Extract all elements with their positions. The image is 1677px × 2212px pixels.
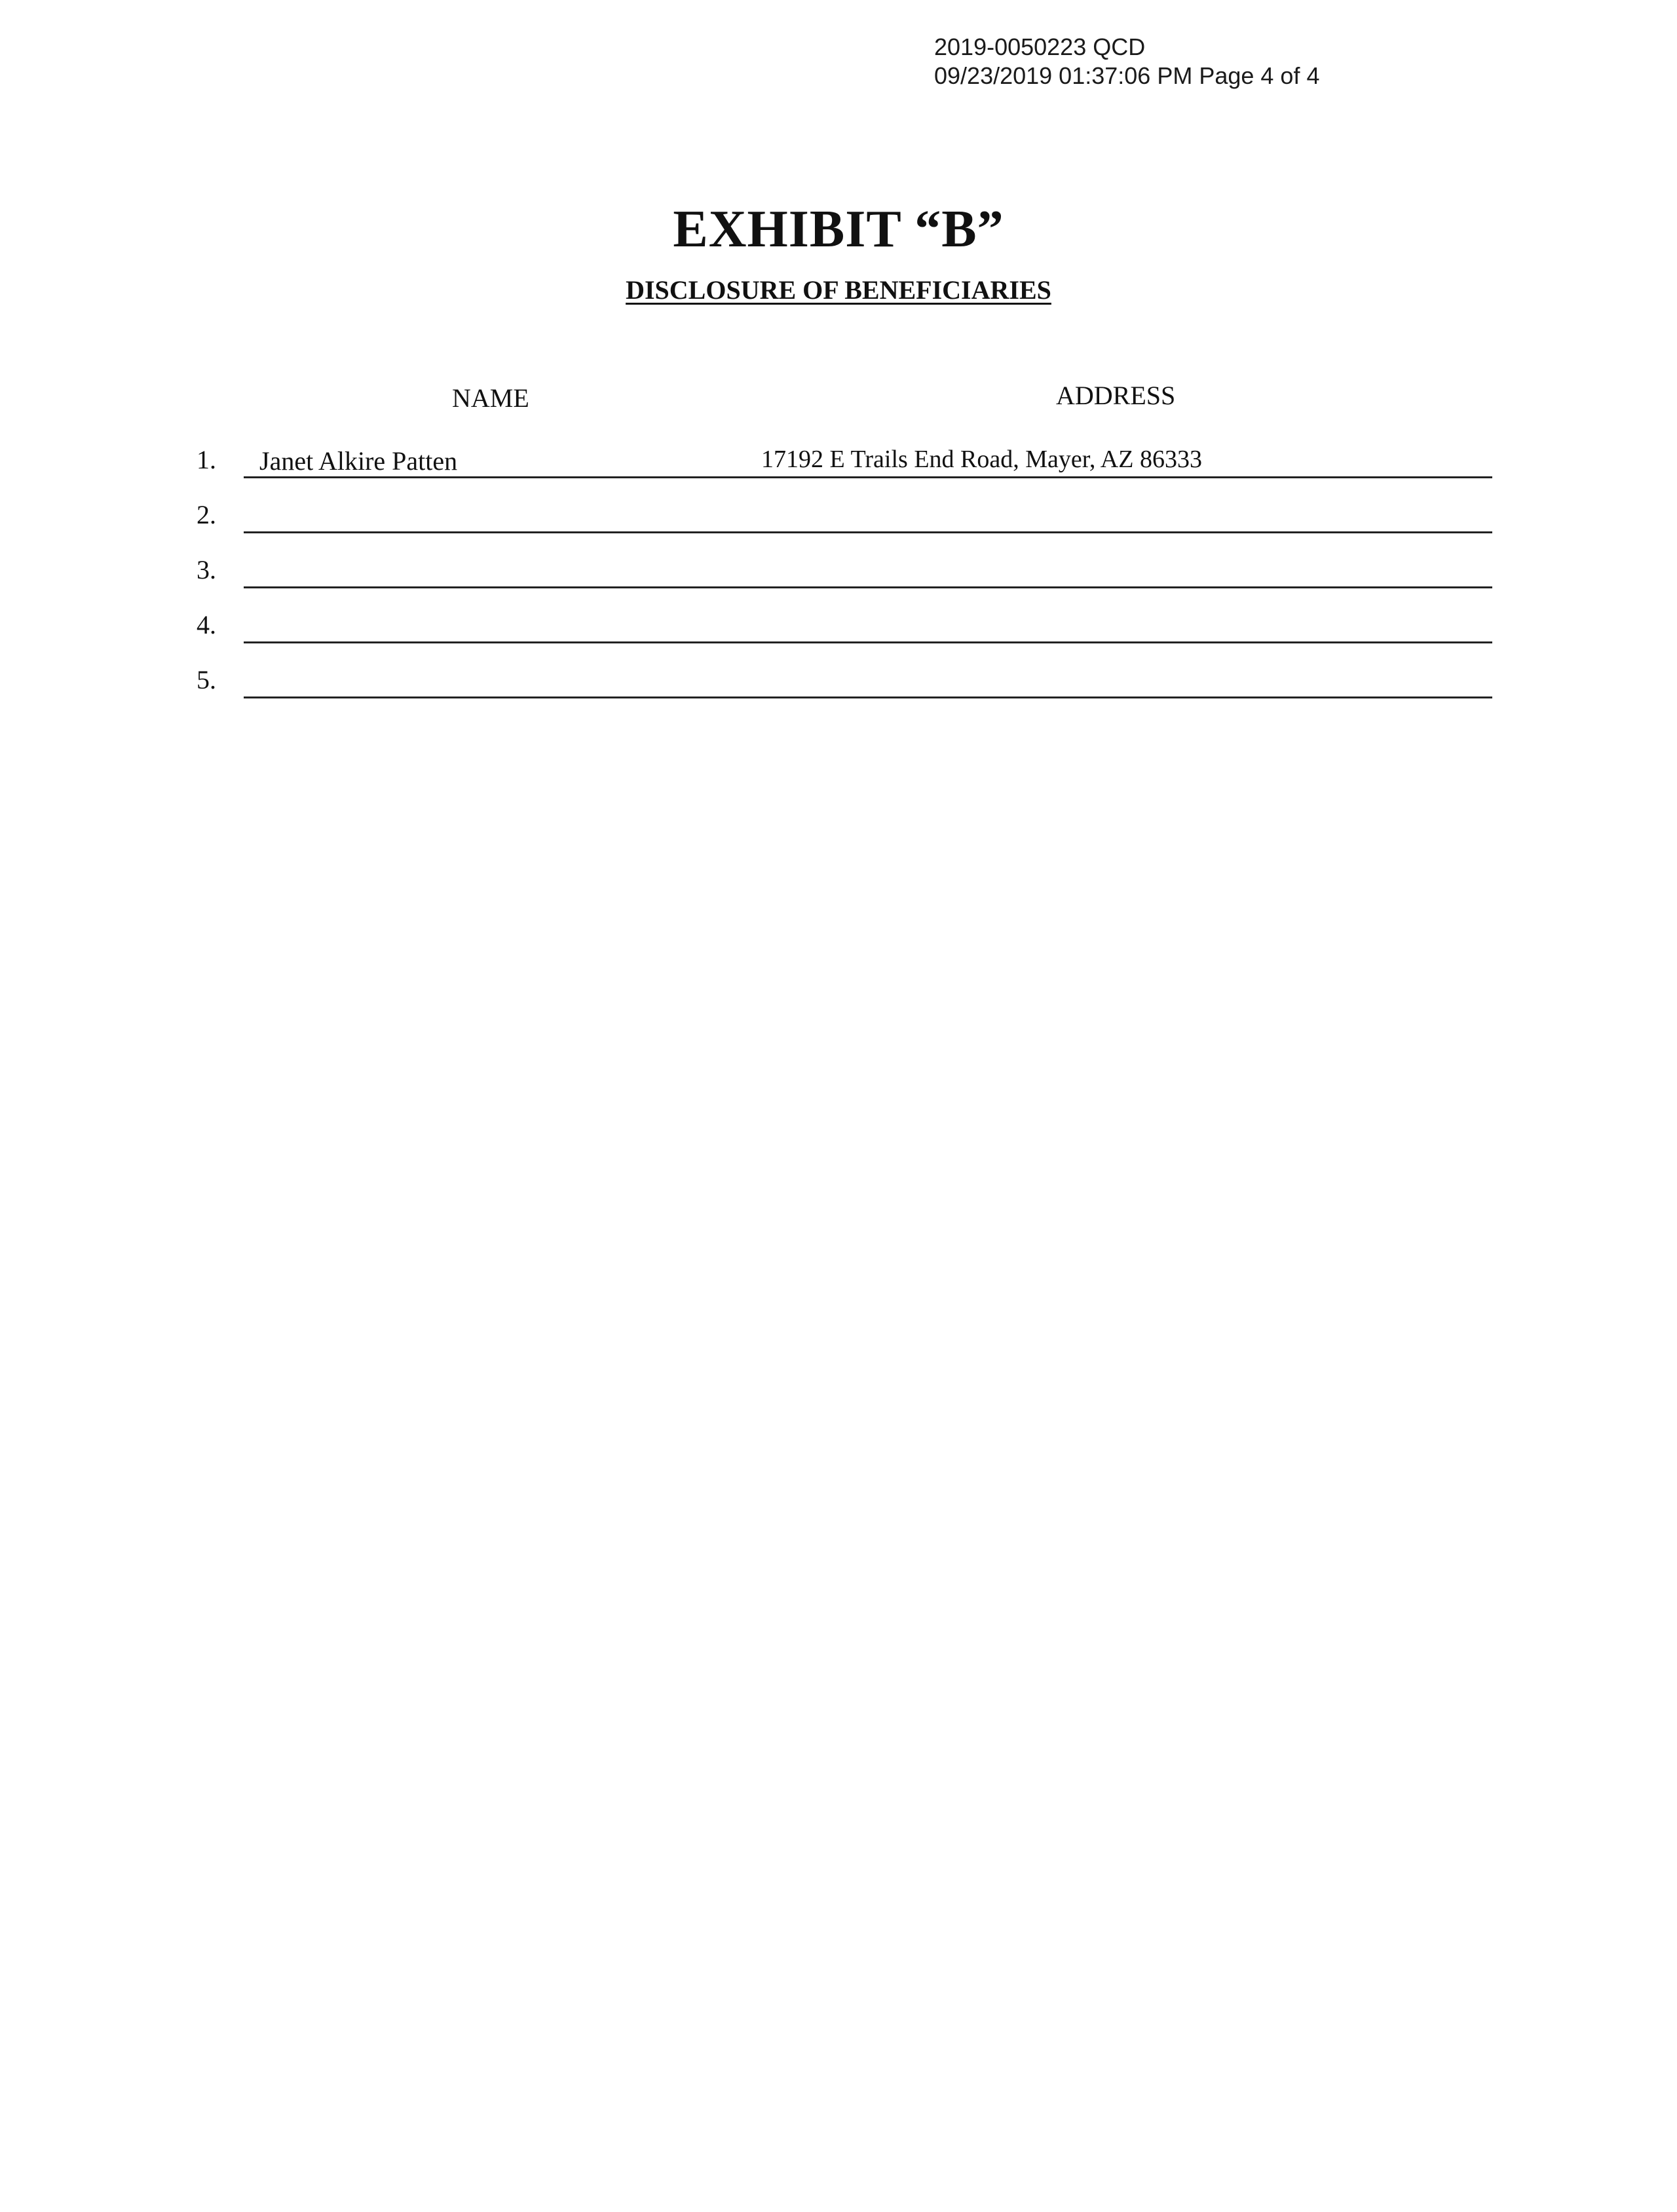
beneficiary-address: 17192 E Trails End Road, Mayer, AZ 86333	[761, 446, 1202, 473]
fill-in-line	[244, 641, 1492, 643]
exhibit-subtitle: DISCLOSURE OF BENEFICIARIES	[626, 275, 1051, 305]
row-number: 4.	[197, 610, 216, 639]
row-number: 1.	[197, 445, 216, 474]
row-number: 5.	[197, 665, 216, 695]
beneficiary-row-1	[0, 439, 1677, 478]
exhibit-title: EXHIBIT “B”	[673, 200, 1004, 258]
row-number: 2.	[197, 500, 216, 529]
address-column-header: ADDRESS	[1056, 381, 1176, 410]
beneficiary-row-3	[0, 549, 1677, 588]
beneficiary-row-4	[0, 604, 1677, 643]
beneficiary-name: Janet Alkire Patten	[259, 446, 458, 476]
recording-stamp	[934, 33, 1319, 90]
fill-in-line	[244, 696, 1492, 698]
row-number: 3.	[197, 555, 216, 584]
fill-in-line	[244, 476, 1492, 478]
fill-in-line	[244, 586, 1492, 588]
name-column-header: NAME	[452, 383, 529, 413]
beneficiary-row-2	[0, 494, 1677, 533]
recorded-timestamp: 09/23/2019 01:37:06 PM Page 4 of 4	[934, 62, 1320, 89]
fill-in-line	[244, 531, 1492, 533]
beneficiary-row-5	[0, 659, 1677, 698]
document-number: 2019-0050223 QCD	[934, 33, 1146, 60]
